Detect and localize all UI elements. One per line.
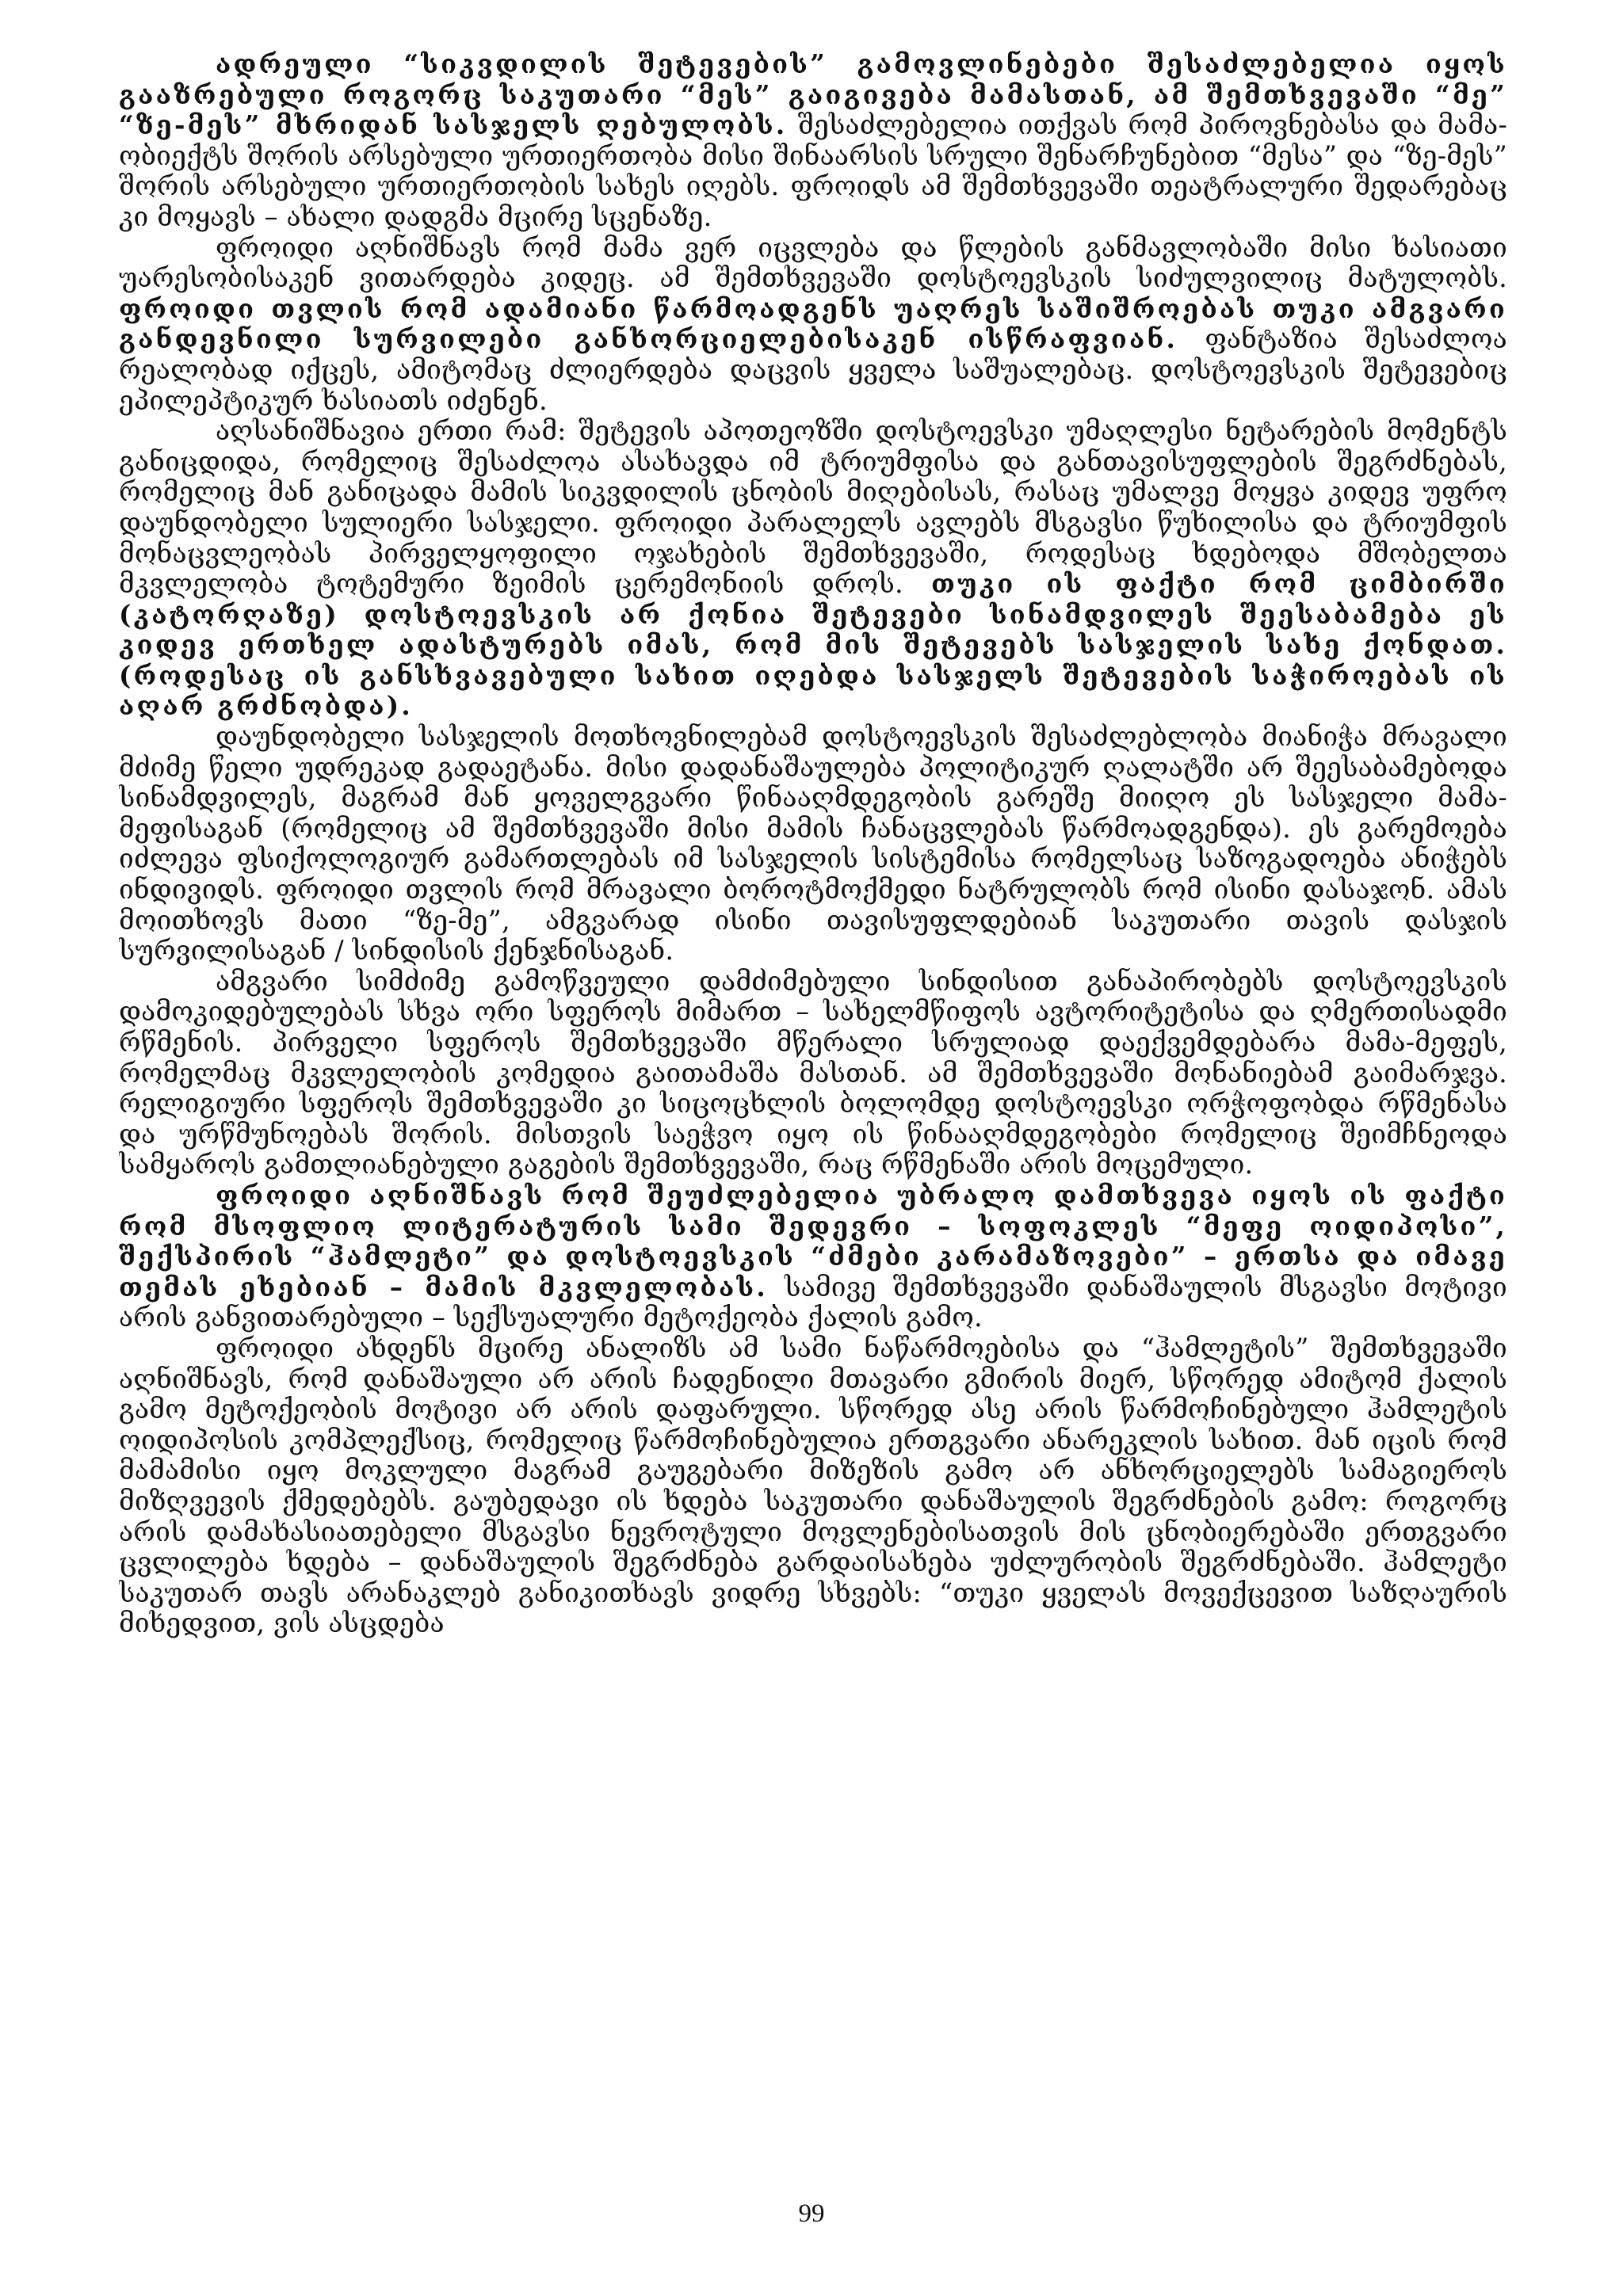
paragraph-4-text-1: დაუნდობელი სასჯელის მოთხოვნილებამ დოსტოევსკის შესაძლებლობა მიანიჭა მრავალი მძიმე წელი უდრეკად გადაეტანა. მისი დადანაშაულება პოლიტიკურ ღალატში არ შეესაბამებოდა სინამდვილეს, მაგრამ მან ყოველგვარი წინააღმდეგობის გარეშე მიიღო ეს სასჯელი მამა-მეფისაგან (რომელიც ამ შემთხვევაში მისი მამის ჩანაცვლებას წარმოადგენდა). ეს გარემოება იძლევა ფსიქოლოგიურ გამართლებას იმ სასჯელის სისტემისა რომელსაც საზოგადოება ანიჭებს ინდივიდს. ფროიდი თვლის რომ მრავალი ბოროტმოქმედი ნატრულობს რომ ისინი დასაჯონ. ამას მოითხოვს მათი “ზე-მე”, ამგვარად ისინი თავისუფლდებიან საკუთარი თავის დასჯის სურვილისაგან / სინდისის ქენჯნისაგან. — [119, 721, 1507, 967]
paragraph-4 — [119, 722, 1507, 967]
paragraph-5-text-1: ამგვარი სიმძიმე გამოწვეული დამძიმებული სინდისით განაპირობებს დოსტოევსკის დამოკიდებულებას სხვა ორი სფეროს მიმართ – სახელმწიფოს ავტორიტეტისა და ღმერთისადმი რწმენის. პირველი სფეროს შემთხვევაში მწერალი სრულიად დაექვემდებარა მამა-მეფეს, რომელმაც მკვლელობის კომედია გაითამაშა მასთან. ამ შემთხვევაში მონანიებამ გაიმარჯვა. რელიგიური სფეროს შემთხვევაში კი სიცოცხლის ბოლომდე დოსტოევსკი ორჭოფობდა რწმენასა და ურწმუნოებას შორის. მისთვის საეჭვო იყო ის წინააღმდეგობები რომელიც შეიმჩნეოდა სამყაროს გამთლიანებული გაგების შემთხვევაში, რაც რწმენაში არის მოცემული. — [119, 965, 1507, 1180]
paragraph-3 — [119, 416, 1507, 722]
paragraph-6 — [119, 1180, 1507, 1333]
paragraph-2-bold-2: ფროიდი თვლის რომ ადამიანი წარმოადგენს უაღრეს საშიშროებას თუკი ამგვარი განდევნილი სურვილები განხორციელებისაკენ ისწრაფვიან. — [119, 292, 1507, 355]
paragraph-7 — [119, 1333, 1507, 1639]
paragraph-6-text-2: სამივე შემთხვევაში დანაშაულის მსგავსი მოტივი არის განვითარებული – სექსუალური მეტოქეობა ქალის გამო. — [119, 1271, 1507, 1333]
paragraph-1-bold-1: ადრეული “სიკვდილის შეტევების” გამოვლინებები შესაძლებელია იყოს გააზრებული როგორც საკუთარი “მეს” გაიგივება მამასთან, ამ შემთხვევაში “მე” “ზე-მეს” მხრიდან სასჯელს ღებულობს. — [119, 49, 1507, 141]
paragraph-2-text-1: ფროიდი აღნიშნავს რომ მამა ვერ იცვლება და წლების განმავლობაში მისი ხასიათი უარესობისაკენ ვითარდება კიდეც. ამ შემთხვევაში დოსტოევსკის სიძულვილიც მატულობს. — [119, 231, 1507, 294]
document-page — [119, 49, 1507, 2236]
paragraph-5 — [119, 967, 1507, 1180]
paragraph-7-text-1: ფროიდი ახდენს მცირე ანალიზს ამ სამი ნაწარმოებისა და “ჰამლეტის” შემთხვევაში აღნიშნავს, რომ დანაშაული არ არის ჩადენილი მთავარი გმირის მიერ, სწორედ ამიტომ ქალის გამო მეტოქეობის მოტივი არ არის დაფარული. სწორედ ასე არის წარმოჩინებული ჰამლეტის ოიდიპოსის კომპლექსიც, რომელიც წარმოჩინებულია ერთგვარი ანარეკლის სახით. მან იცის რომ მამამისი იყო მოკლული მაგრამ გაუგებარი მიზეზის გამო არ ანხორციელებს სამაგიეროს მიზღვევის ქმედებებს. გაუბედავი ის ხდება საკუთარი დანაშაულის შეგრძნების გამო: როგორც არის დამახასიათებელი მსგავსი ნევროტული მოვლენებისათვის მის ცნობიერებაში ერთგვარი ცვლილება ხდება – დანაშაულის შეგრძნება გარდაისახება უძლურობის შეგრძნებაში. ჰამლეტი საკუთარ თავს არანაკლებ განიკითხავს ვიდრე სხვებს: “თუკი ყველას მოვექცევით საზღაურის მიხედვით, ვის ასცდება — [119, 1332, 1507, 1639]
paragraph-6-bold-1: ფროიდი აღნიშნავს რომ შეუძლებელია უბრალო დამთხვევა იყოს ის ფაქტი რომ მსოფლიო ლიტერატურის სამი შედევრი – სოფოკლეს “მეფე ოიდიპოსი”, შექსპირის “ჰამლეტი” და დოსტოევსკის “ძმები კარამაზოვები” – ერთსა და იმავე თემას ეხებიან – მამის მკვლელობას. — [119, 1179, 1507, 1302]
paragraph-1-text-2: შესაძლებელია ითქვას რომ პიროვნებასა და მამა-ობიექტს შორის არსებული ურთიერთობა მისი შინაარსის სრული შენარჩუნებით “მესა” და “ზე-მეს” შორის არსებული ურთიერთობის სახეს იღებს. ფროიდს ამ შემთხვევაში თეატრალური შედარებაც კი მოყავს – ახალი დადგმა მცირე სცენაზე. — [119, 109, 1507, 232]
page-number: 99 — [798, 2199, 825, 2228]
paragraph-2 — [119, 233, 1507, 417]
paragraph-1 — [119, 49, 1507, 233]
paragraph-2-text-3: ფანტაზია შესაძლოა რეალობად იქცეს, ამიტომაც ძლიერდება დაცვის ყველა საშუალებაც. დოსტოევსკის შეტევებიც ეპილეპტიკურ ხასიათს იძენენ. — [119, 323, 1507, 416]
paragraph-3-text-1: აღსანიშნავია ერთი რამ: შეტევის აპოთეოზში დოსტოევსკი უმაღლესი ნეტარების მომენტს განიცდიდა, რომელიც შესაძლოა ასახავდა იმ ტრიუმფისა და განთავისუფლების შეგრძნებას, რომელიც მან განიცადა მამის სიკვდილის ცნობის მიღებისას, რასაც უმალვე მოყვა კიდევ უფრო დაუნდობელი სულიერი სასჯელი. ფროიდი პარალელს ავლებს მსგავსი წუხილისა და ტრიუმფის მონაცვლეობას პირველყოფილი ოჯახების შემთხვევაში, როდესაც ხდებოდა მშობელთა მკვლელობა ტოტემური ზეიმის ცერემონიის დროს. — [119, 415, 1507, 600]
paragraph-3-bold-2: თუკი ის ფაქტი რომ ციმბირში (კატორღაზე) დოსტოევსკის არ ქონია შეტევები სინამდვილეს შეესაბამება ეს კიდევ ერთხელ ადასტურებს იმას, რომ მის შეტევებს სასჯელის სახე ქონდათ. (როდესაც ის განსხვავებული სახით იღებდა სასჯელს შეტევების საჭიროებას ის აღარ გრძნობდა). — [119, 568, 1507, 722]
